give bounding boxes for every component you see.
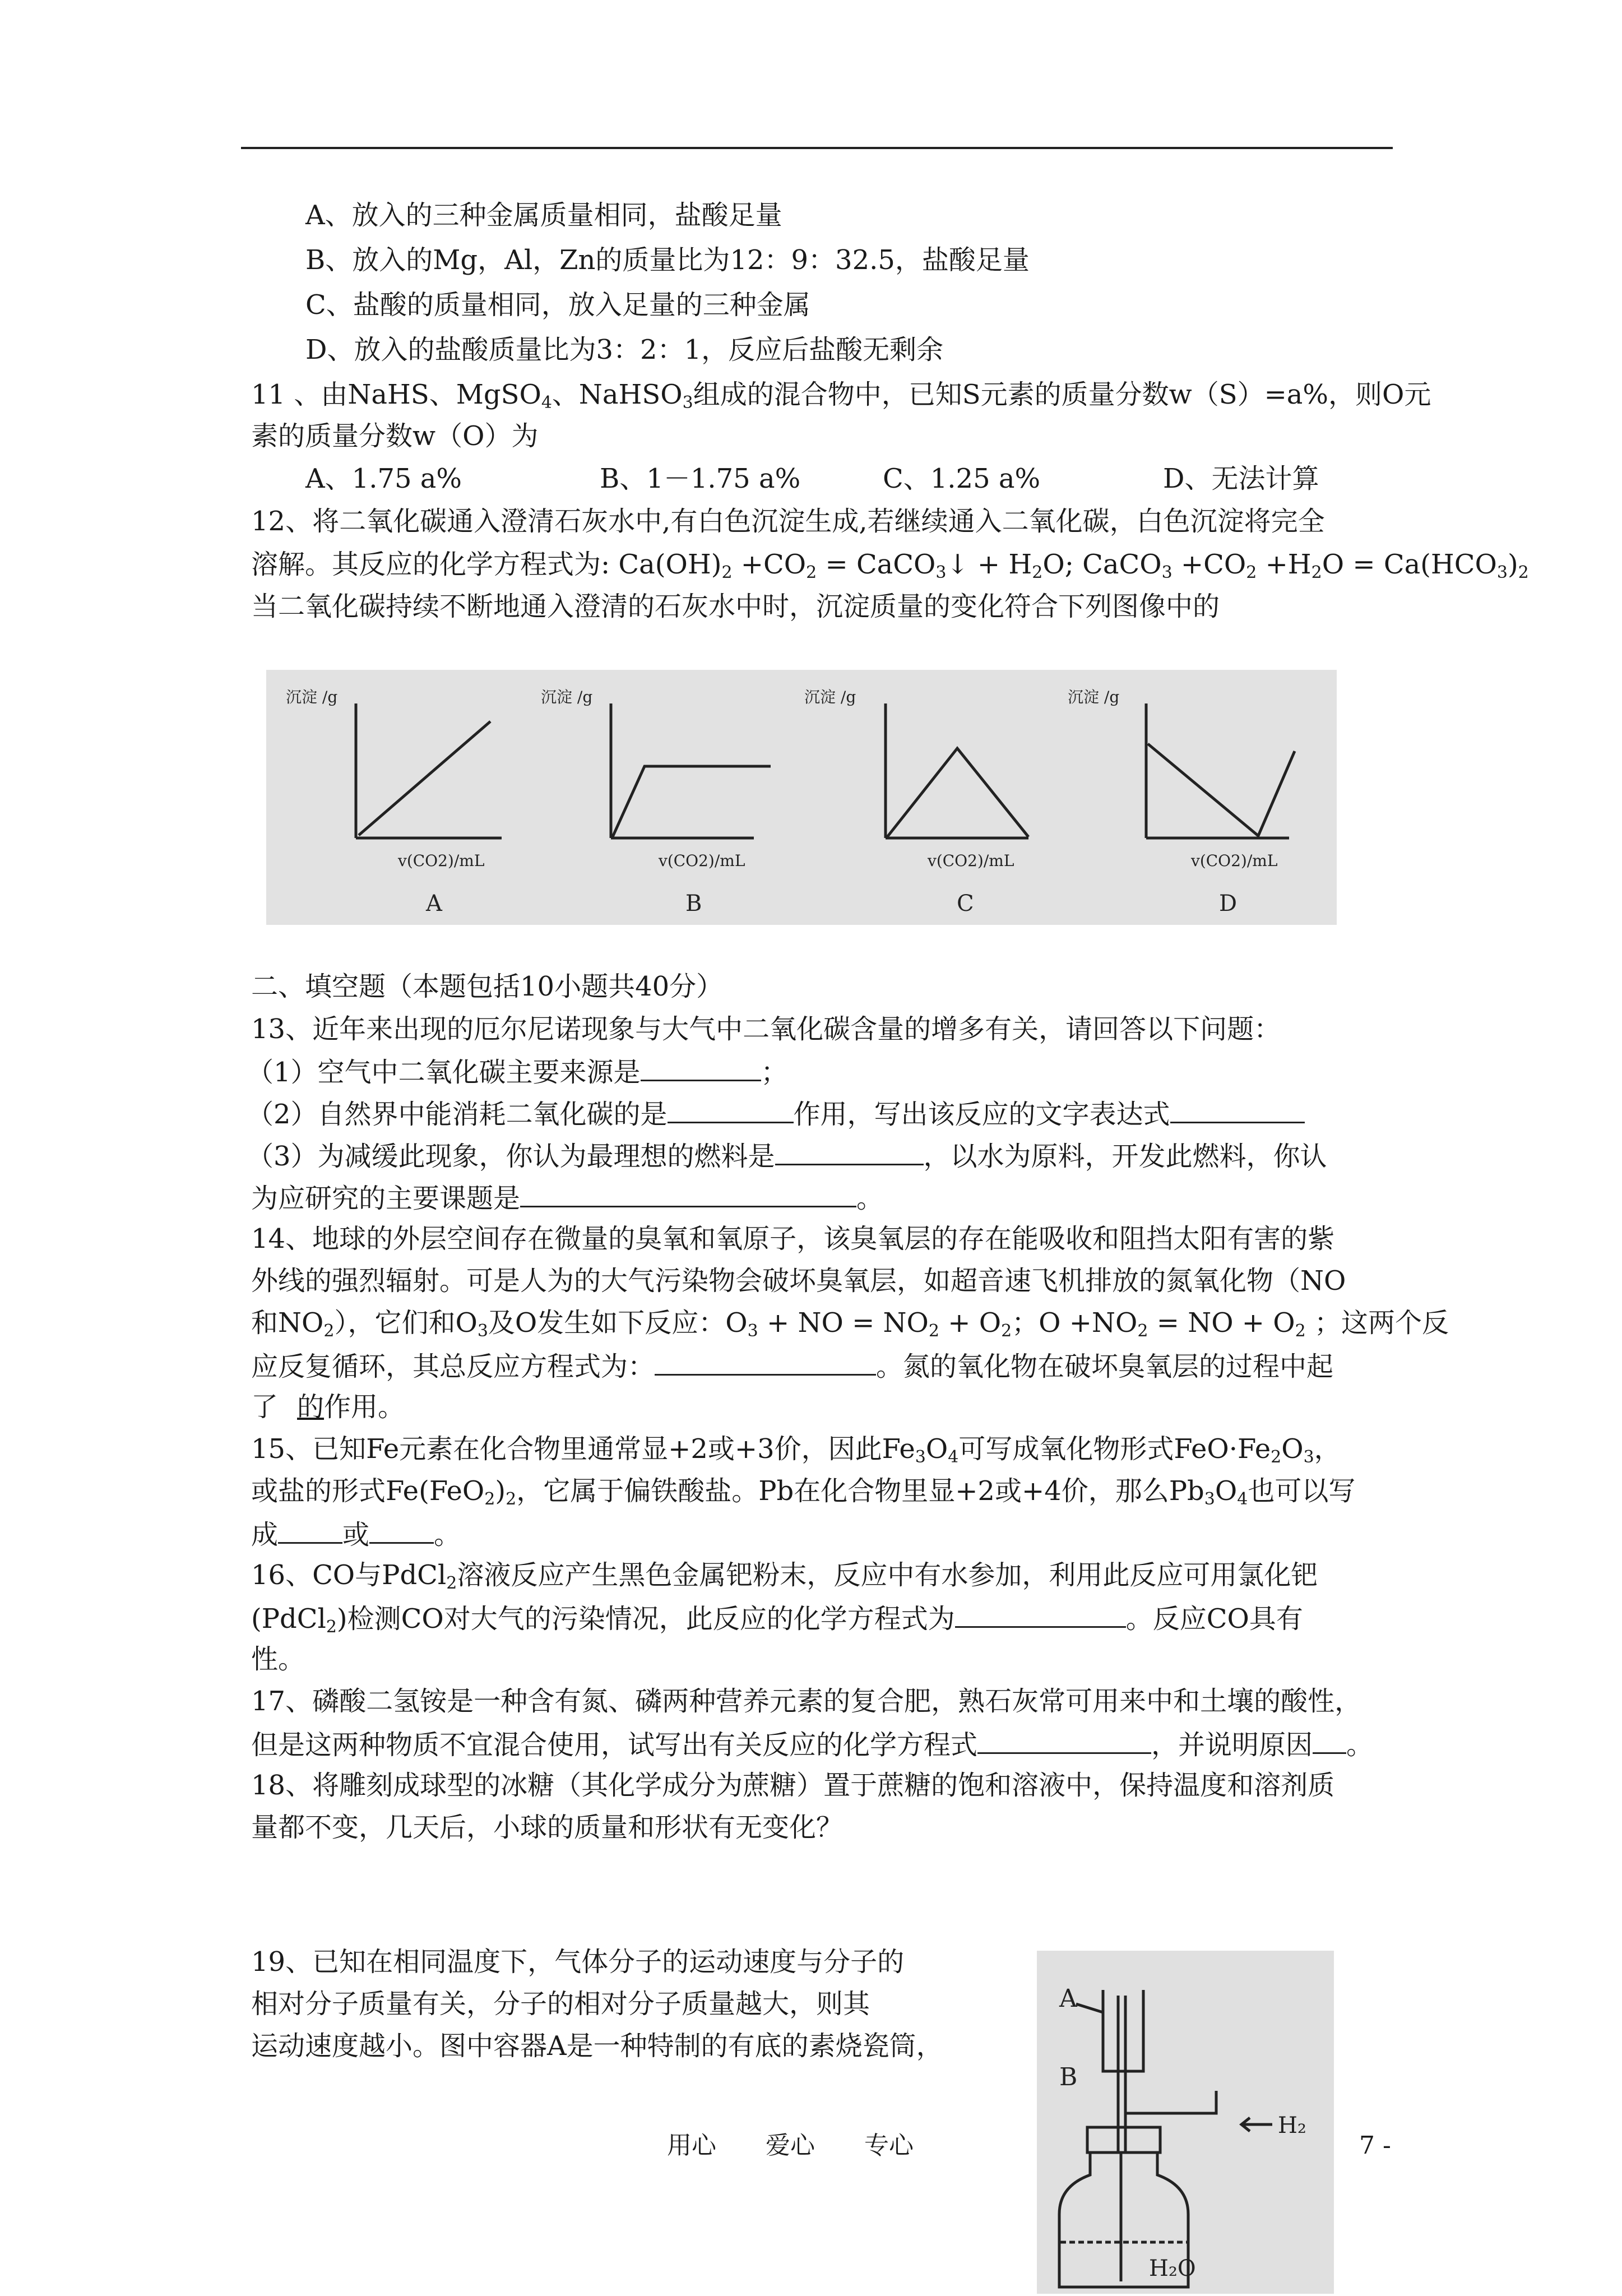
graph-b-letter: B: [685, 891, 702, 916]
q10-option-a: A、放入的三种金属质量相同，盐酸足量: [305, 200, 782, 231]
h2-inlet-tube: [1125, 2091, 1216, 2113]
q13-blank-1[interactable]: [641, 1054, 761, 1081]
apparatus-svg: [1037, 1951, 1334, 2294]
q18-line-2: 量都不变，几天后，小球的质量和形状有无变化？: [251, 1812, 844, 1843]
graph-a-curve: [359, 721, 490, 835]
label-h2: H₂: [1278, 2113, 1306, 2138]
q13-blank-4[interactable]: [775, 1138, 924, 1165]
q14-line-3: 和$NO_2$），它们和$O_3$及O发生如下反应：$O_3$ + NO = $NO_2 + O_2$；$O +NO_2$ = NO + $O_2$ ；这两个反: [251, 1307, 1449, 1341]
label-b: B: [1059, 2063, 1078, 2091]
header-rule: [241, 147, 1393, 149]
q15-line-2: 或盐的形式$Fe(FeO_2)_2$，它属于偏铁酸盐。Pb在化合物里显+2或+4价，那么$Pb_3O_4$也可以写: [251, 1475, 1356, 1509]
q15-line-3: 成 或 。: [251, 1516, 461, 1552]
graph-a-letter: A: [426, 891, 442, 916]
q11-option-b: B、1－1.75 a%: [600, 463, 801, 494]
graph-b-curve: [613, 766, 771, 837]
graph-c-letter: C: [957, 891, 974, 916]
q19-line-3: 运动速度越小。图中容器A是一种特制的有底的素烧瓷筒，: [251, 2030, 943, 2062]
q10-option-b: B、放入的Mg，Al，Zn的质量比为12：9：32.5，盐酸足量: [305, 244, 1030, 276]
graph-options-svg: [266, 670, 1337, 925]
stopper: [1087, 2127, 1160, 2152]
q13-part-3: （3）为减缓此现象，你认为最理想的燃料是 ，以水为原料，开发此燃料，你认: [247, 1138, 1327, 1173]
q11-option-c: C、1.25 a%: [883, 463, 1041, 494]
graph-a-xlabel: v(CO2)/mL: [398, 851, 485, 870]
q13-part-1: （1）空气中二氧化碳主要来源是 ；: [247, 1054, 788, 1089]
q17-blank-1[interactable]: [977, 1726, 1151, 1754]
graph-c-ylabel: 沉淀 /g: [804, 688, 856, 706]
graph-d-xlabel: v(CO2)/mL: [1191, 851, 1278, 870]
q19-line-1: 19、已知在相同温度下，气体分子的运动速度与分子的: [251, 1946, 905, 1978]
label-a-leader: [1076, 2004, 1103, 2012]
q14-line-5: 了 的作用。: [251, 1391, 405, 1423]
q13-blank-3[interactable]: [1170, 1096, 1305, 1123]
apparatus-figure: [1037, 1951, 1334, 2294]
q17-blank-2[interactable]: [1313, 1726, 1346, 1754]
q15-blank-1[interactable]: [278, 1516, 342, 1544]
q17-line-1: 17、磷酸二氢铵是一种含有氮、磷两种营养元素的复合肥，熟石灰常可用来中和土壤的酸性，: [251, 1686, 1362, 1717]
graph-b-ylabel: 沉淀 /g: [541, 688, 593, 706]
graph-c-xlabel: v(CO2)/mL: [928, 851, 1014, 870]
q10-option-c: C、盐酸的质量相同，放入足量的三种金属: [305, 289, 810, 321]
q14-line-2: 外线的强烈辐射。可是人为的大气污染物会破坏臭氧层，如超音速飞机排放的氮氧化物（NO: [251, 1265, 1346, 1297]
q17-line-2: 但是这两种物质不宜混合使用，试写出有关反应的化学方程式 ，并说明原因 。: [251, 1726, 1373, 1762]
porous-cup: [1103, 1990, 1143, 2071]
q18-line-1: 18、将雕刻成球型的冰糖（其化学成分为蔗糖）置于蔗糖的饱和溶液中，保持温度和溶剂质: [251, 1770, 1335, 1801]
section-2-heading: 二、填空题（本题包括10小题共40分）: [251, 971, 724, 1002]
graph-d-letter: D: [1219, 891, 1238, 916]
q11-line-2: 素的质量分数w（O）为: [251, 420, 539, 452]
q13-part-3-cont: 为应研究的主要课题是 。: [251, 1180, 883, 1215]
q11-option-a: A、1.75 a%: [305, 463, 462, 494]
q13-part-2: （2）自然界中能消耗二氧化碳的是 作用，写出该反应的文字表达式: [247, 1096, 1305, 1131]
q13-stem: 13、近年来出现的厄尔尼诺现象与大气中二氧化碳含量的增多有关，请回答以下问题：: [251, 1013, 1281, 1045]
q19-line-2: 相对分子质量有关，分子的相对分子质量越大，则其: [251, 1988, 870, 2020]
q11-line-1: 11 、由NaHS、MgSO$_4$、NaHSO$_3$组成的混合物中，已知S元素的质量分数w（S）=a%，则O元: [251, 379, 1431, 413]
label-h2o: H₂O: [1149, 2256, 1196, 2281]
graph-options-figure: [266, 670, 1337, 925]
q14-line-4: 应反复循环，其总反应方程式为： 。氮的氧化物在破坏臭氧层的过程中起: [251, 1348, 1333, 1383]
q14-line-1: 14、地球的外层空间存在微量的臭氧和氧原子，该臭氧层的存在能吸收和阻挡太阳有害的紫: [251, 1223, 1335, 1255]
q16-line-3: 性。: [251, 1644, 305, 1675]
q10-option-d: D、放入的盐酸质量比为3：2：1，反应后盐酸无剩余: [305, 334, 944, 365]
q16-blank-1[interactable]: [955, 1600, 1126, 1628]
q13-blank-5[interactable]: [520, 1180, 856, 1207]
q15-blank-2[interactable]: [369, 1516, 434, 1544]
q14-blank-1[interactable]: [655, 1348, 876, 1376]
graph-d-curve: [1148, 744, 1295, 836]
footer-text: 用心 爱心 专心: [667, 2131, 914, 2160]
q15-line-1: 15、已知Fe元素在化合物里通常显+2或+3价，因此$Fe_3O_4$可写成氧化物形式$FeO\cdot Fe_2O_3$，: [251, 1433, 1341, 1467]
page-number: 7 -: [1359, 2131, 1391, 2160]
q12-line-2: 溶解。其反应的化学方程式为: $Ca(OH)_2 +CO_2$ = CaCO$_3$↓ + $H_2O$; CaCO$_3$ $+CO_2 +H_2O = Ca(HCO_3)_2$: [251, 549, 1529, 582]
graph-c-curve: [887, 748, 1028, 837]
q12-line-3: 当二氧化碳持续不断地通入澄清的石灰水中时，沉淀质量的变化符合下列图像中的: [251, 591, 1220, 622]
q11-option-d: D、无法计算: [1163, 463, 1319, 494]
graph-b-xlabel: v(CO2)/mL: [659, 851, 745, 870]
q13-blank-2[interactable]: [668, 1096, 794, 1123]
q16-line-2: (PdCl$_2$)检测CO对大气的污染情况，此反应的化学方程式为 。反应CO具有: [251, 1600, 1303, 1636]
label-a: A: [1059, 1984, 1077, 2013]
q14-underlined-blank[interactable]: 的: [297, 1391, 325, 1423]
q12-line-1: 12、将二氧化碳通入澄清石灰水中,有白色沉淀生成,若继续通入二氧化碳，白色沉淀将完全: [251, 506, 1325, 537]
graph-d-ylabel: 沉淀 /g: [1068, 688, 1120, 706]
graph-a-ylabel: 沉淀 /g: [286, 688, 338, 706]
q16-line-1: 16、CO与PdCl$_2$溶液反应产生黑色金属钯粉末，反应中有水参加，利用此反应可用氯化钯: [251, 1559, 1318, 1593]
